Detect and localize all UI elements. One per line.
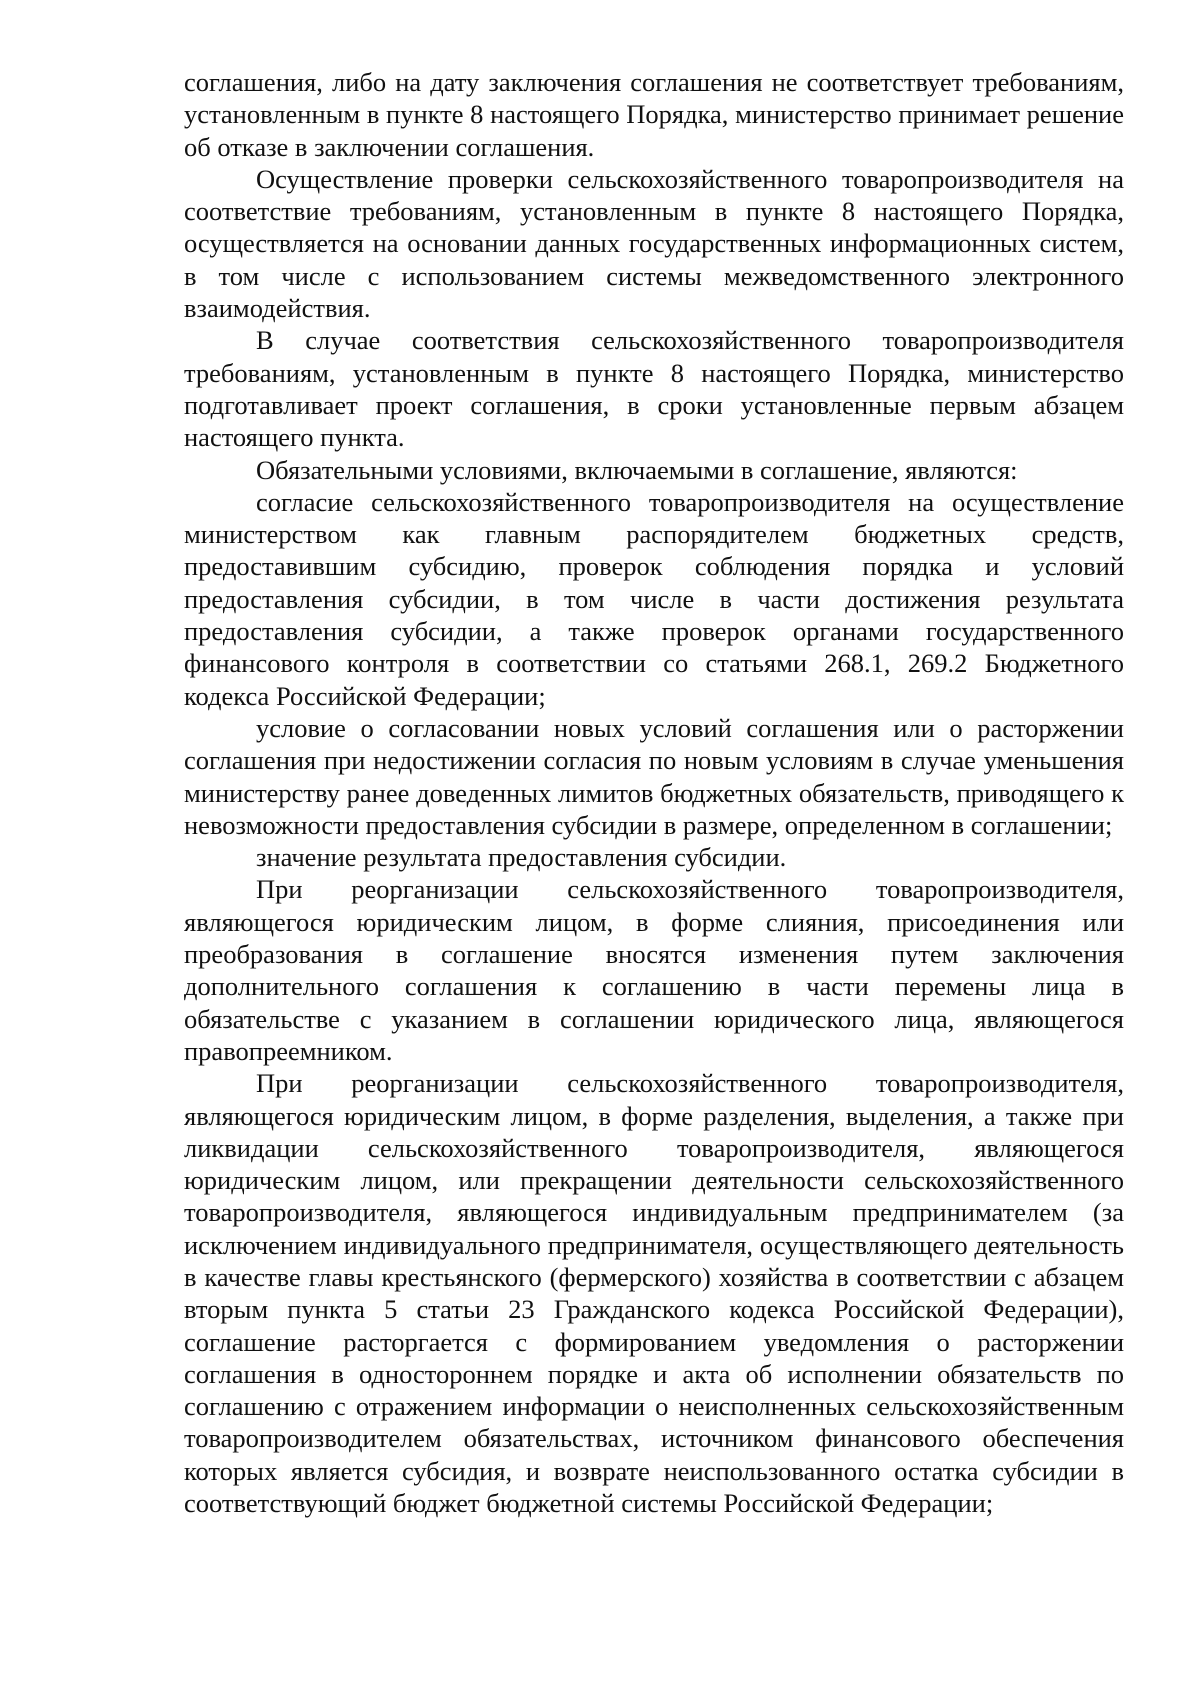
paragraph-new-conditions: условие о согласовании новых условий соглашения или о расторжении соглашения при недостижении согласия по новым условиям в случае уменьшения министерству ранее доведенных лимитов бюджетных обязательств, приводящего к невозможности предоставления субсидии в размере, определенном в соглашении; bbox=[184, 712, 1124, 840]
paragraph-continuation: соглашения, либо на дату заключения соглашения не соответствует требованиям, установленным в пункте 8 настоящего Порядка, министерство принимает решение об отказе в заключении соглашения. bbox=[184, 67, 1124, 162]
paragraph-draft-agreement: В случае соответствия сельскохозяйственного товаропроизводителя требованиям, установленным в пункте 8 настоящего Порядка, министерство подготавливает проект соглашения, в сроки установленные первым абзацем настоящего пункта. bbox=[184, 325, 1124, 453]
paragraph-consent: согласие сельскохозяйственного товаропроизводителя на осуществление министерством как главным распорядителем бюджетных средств, предоставившим субсидию, проверок соблюдения порядка и условий предоставления субсидии, в том числе в части достижения результата предоставления субсидии, а также проверок органами государственного финансового контроля в соответствии со статьями 268.1, 269.2 Бюджетного кодекса Российской Федерации; bbox=[184, 486, 1124, 711]
paragraph-result-value: значение результата предоставления субсидии. bbox=[256, 842, 787, 873]
paragraph-reorganization-merger: При реорганизации сельскохозяйственного товаропроизводителя, являющегося юридическим лицом, в форме слияния, присоединения или преобразования в соглашение вносятся изменения путем заключения дополнительного соглашения к соглашению в части перемены лица в обязательстве с указанием в соглашении юридического лица, являющегося правопреемником. bbox=[184, 874, 1124, 1066]
paragraph-mandatory-conditions: Обязательными условиями, включаемыми в соглашение, являются: bbox=[256, 454, 1018, 485]
paragraph-reorganization-division: При реорганизации сельскохозяйственного товаропроизводителя, являющегося юридическим лицом, в форме разделения, выделения, а также при ликвидации сельскохозяйственного товаропроизводителя, являющегося юридическим лицом, или прекращении деятельности сельскохозяйственного товаропроизводителя, являющегося индивидуальным предпринимателем (за исключением индивидуального предпринимателя, осуществляющего деятельность в качестве главы крестьянского (фермерского) хозяйства в соответствии с абзацем вторым пункта 5 статьи 23 Гражданского кодекса Российской Федерации), соглашение расторгается с формированием уведомления о расторжении соглашения в одностороннем порядке и акта об исполнении обязательств по соглашению с отражением информации о неисполненных сельскохозяйственным товаропроизводителем обязательствах, источником финансового обеспечения которых является субсидия, и возврате неиспользованного остатка субсидии в соответствующий бюджет бюджетной системы Российской Федерации; bbox=[184, 1068, 1124, 1519]
document-body bbox=[184, 66, 1124, 1519]
paragraph-verification: Осуществление проверки сельскохозяйственного товаропроизводителя на соответствие требованиям, установленным в пункте 8 настоящего Порядка, осуществляется на основании данных государственных информационных систем, в том числе с использованием системы межведомственного электронного взаимодействия. bbox=[184, 163, 1124, 324]
